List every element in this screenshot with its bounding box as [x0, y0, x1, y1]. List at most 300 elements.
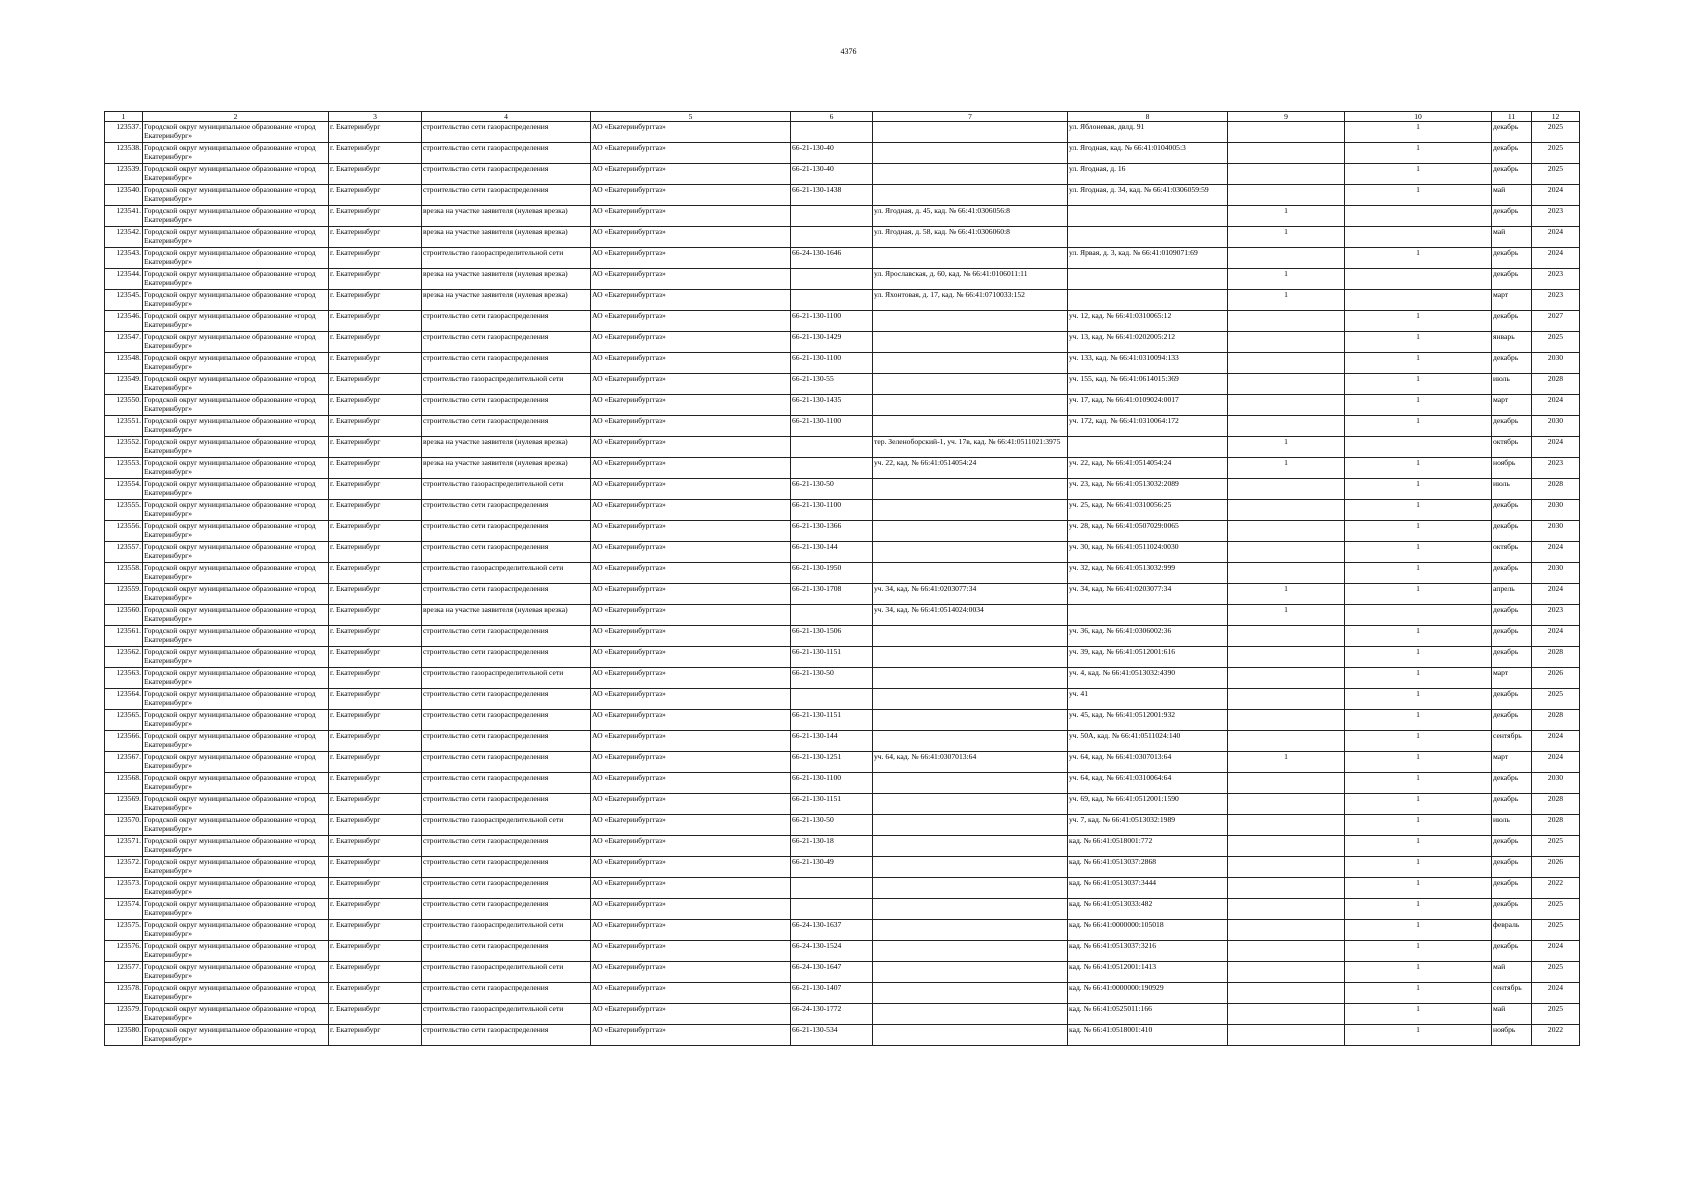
cell-work-type: строительство газораспределительной сети — [422, 962, 591, 983]
cell-year: 2030 — [1532, 416, 1580, 437]
cell-address-object: уч. 36, кад. № 66:41:0306002:36 — [1068, 626, 1228, 647]
cell-count-connections: 1 — [1228, 206, 1345, 227]
cell-work-type: строительство сети газораспределения — [422, 542, 591, 563]
cell-month: сентябрь — [1492, 983, 1532, 1004]
table-row — [105, 941, 1580, 962]
cell-address-object: уч. 64, кад. № 66:41:0307013:64 — [1068, 752, 1228, 773]
cell-municipality: Городской округ муниципальное образование «город Екатеринбург» — [143, 395, 329, 416]
cell-month: декабрь — [1492, 647, 1532, 668]
cell-settlement: г. Екатеринбург — [329, 437, 422, 458]
cell-project-code: 66-21-130-534 — [791, 1025, 873, 1046]
cell-count-connections — [1228, 353, 1345, 374]
cell-year: 2028 — [1532, 815, 1580, 836]
cell-settlement: г. Екатеринбург — [329, 290, 422, 311]
cell-year: 2023 — [1532, 206, 1580, 227]
table-header — [105, 112, 1580, 122]
cell-project-code — [791, 605, 873, 626]
cell-municipality: Городской округ муниципальное образование «город Екатеринбург» — [143, 479, 329, 500]
cell-year: 2024 — [1532, 626, 1580, 647]
cell-municipality: Городской округ муниципальное образование «город Екатеринбург» — [143, 1004, 329, 1025]
cell-address-object: уч. 7, кад. № 66:41:0513032:1989 — [1068, 815, 1228, 836]
cell-settlement: г. Екатеринбург — [329, 122, 422, 143]
cell-count-connections — [1228, 374, 1345, 395]
cell-year: 2025 — [1532, 143, 1580, 164]
cell-count-objects: 1 — [1345, 794, 1492, 815]
cell-month: декабрь — [1492, 122, 1532, 143]
cell-address-object — [1068, 437, 1228, 458]
cell-row-number: 123570. — [105, 815, 143, 836]
cell-year: 2024 — [1532, 395, 1580, 416]
cell-project-code: 66-21-130-1100 — [791, 500, 873, 521]
cell-month: декабрь — [1492, 941, 1532, 962]
cell-municipality: Городской округ муниципальное образование «город Екатеринбург» — [143, 185, 329, 206]
cell-count-objects: 1 — [1345, 395, 1492, 416]
cell-row-number: 123562. — [105, 647, 143, 668]
cell-year: 2023 — [1532, 458, 1580, 479]
cell-address-object: уч. 12, кад. № 66:41:0310065:12 — [1068, 311, 1228, 332]
cell-count-connections — [1228, 143, 1345, 164]
cell-address-object: ул. Ягодная, д. 16 — [1068, 164, 1228, 185]
cell-organization: АО «Екатеринбурггаз» — [591, 920, 791, 941]
cell-settlement: г. Екатеринбург — [329, 983, 422, 1004]
cell-municipality: Городской округ муниципальное образование «город Екатеринбург» — [143, 668, 329, 689]
cell-work-type: строительство сети газораспределения — [422, 332, 591, 353]
cell-count-objects: 1 — [1345, 752, 1492, 773]
cell-work-type: строительство сети газораспределения — [422, 122, 591, 143]
cell-address-connection — [873, 395, 1068, 416]
cell-work-type: строительство сети газораспределения — [422, 521, 591, 542]
cell-count-objects: 1 — [1345, 584, 1492, 605]
table-row — [105, 815, 1580, 836]
cell-organization: АО «Екатеринбурггаз» — [591, 458, 791, 479]
cell-work-type: строительство газораспределительной сети — [422, 920, 591, 941]
cell-work-type: строительство сети газораспределения — [422, 878, 591, 899]
cell-organization: АО «Екатеринбурггаз» — [591, 689, 791, 710]
cell-organization: АО «Екатеринбурггаз» — [591, 983, 791, 1004]
cell-month: май — [1492, 1004, 1532, 1025]
cell-address-object: уч. 28, кад. № 66:41:0507029:0065 — [1068, 521, 1228, 542]
cell-organization: АО «Екатеринбурггаз» — [591, 374, 791, 395]
cell-month: декабрь — [1492, 143, 1532, 164]
cell-month: май — [1492, 185, 1532, 206]
cell-organization: АО «Екатеринбурггаз» — [591, 185, 791, 206]
cell-month: декабрь — [1492, 773, 1532, 794]
cell-count-objects: 1 — [1345, 626, 1492, 647]
cell-row-number: 123566. — [105, 731, 143, 752]
cell-settlement: г. Екатеринбург — [329, 941, 422, 962]
cell-project-code: 66-21-130-1100 — [791, 353, 873, 374]
cell-organization: АО «Екатеринбурггаз» — [591, 563, 791, 584]
table-row — [105, 668, 1580, 689]
table-row — [105, 353, 1580, 374]
cell-organization: АО «Екатеринбурггаз» — [591, 836, 791, 857]
cell-month: октябрь — [1492, 542, 1532, 563]
cell-project-code: 66-21-130-1251 — [791, 752, 873, 773]
cell-count-objects: 1 — [1345, 668, 1492, 689]
cell-row-number: 123545. — [105, 290, 143, 311]
cell-address-connection — [873, 500, 1068, 521]
cell-address-object: уч. 64, кад. № 66:41:0310064:64 — [1068, 773, 1228, 794]
cell-address-object: уч. 25, кад. № 66:41:0310056:25 — [1068, 500, 1228, 521]
cell-work-type: строительство сети газораспределения — [422, 395, 591, 416]
cell-count-connections: 1 — [1228, 290, 1345, 311]
cell-project-code — [791, 290, 873, 311]
cell-address-connection: уч. 64, кад. № 66:41:0307013:64 — [873, 752, 1068, 773]
cell-settlement: г. Екатеринбург — [329, 626, 422, 647]
cell-organization: АО «Екатеринбурггаз» — [591, 668, 791, 689]
cell-organization: АО «Екатеринбурггаз» — [591, 731, 791, 752]
cell-row-number: 123559. — [105, 584, 143, 605]
cell-address-object: кад. № 66:41:0513037:3444 — [1068, 878, 1228, 899]
cell-address-object — [1068, 290, 1228, 311]
cell-year: 2028 — [1532, 794, 1580, 815]
cell-municipality: Городской округ муниципальное образование «город Екатеринбург» — [143, 311, 329, 332]
cell-organization: АО «Екатеринбурггаз» — [591, 521, 791, 542]
cell-row-number: 123538. — [105, 143, 143, 164]
cell-count-connections: 1 — [1228, 584, 1345, 605]
cell-work-type: строительство газораспределительной сети — [422, 479, 591, 500]
cell-count-connections — [1228, 941, 1345, 962]
cell-work-type: строительство газораспределительной сети — [422, 563, 591, 584]
cell-count-connections — [1228, 563, 1345, 584]
cell-address-connection — [873, 1004, 1068, 1025]
cell-municipality: Городской округ муниципальное образование «город Екатеринбург» — [143, 164, 329, 185]
table-row — [105, 395, 1580, 416]
cell-year: 2024 — [1532, 248, 1580, 269]
cell-project-code: 66-21-130-1407 — [791, 983, 873, 1004]
cell-count-connections — [1228, 836, 1345, 857]
cell-work-type: строительство сети газораспределения — [422, 794, 591, 815]
cell-organization: АО «Екатеринбурггаз» — [591, 878, 791, 899]
cell-year: 2027 — [1532, 311, 1580, 332]
cell-work-type: строительство сети газораспределения — [422, 689, 591, 710]
table-row — [105, 626, 1580, 647]
cell-organization: АО «Екатеринбурггаз» — [591, 773, 791, 794]
cell-count-connections: 1 — [1228, 752, 1345, 773]
cell-settlement: г. Екатеринбург — [329, 794, 422, 815]
cell-row-number: 123540. — [105, 185, 143, 206]
table-row — [105, 248, 1580, 269]
cell-project-code: 66-21-130-49 — [791, 857, 873, 878]
cell-project-code — [791, 269, 873, 290]
cell-month: декабрь — [1492, 710, 1532, 731]
cell-year: 2028 — [1532, 710, 1580, 731]
cell-organization: АО «Екатеринбурггаз» — [591, 500, 791, 521]
cell-count-objects: 1 — [1345, 857, 1492, 878]
cell-work-type: врезка на участке заявителя (нулевая врезка) — [422, 605, 591, 626]
cell-settlement: г. Екатеринбург — [329, 1025, 422, 1046]
cell-year: 2025 — [1532, 689, 1580, 710]
cell-address-connection — [873, 374, 1068, 395]
cell-municipality: Городской округ муниципальное образование «город Екатеринбург» — [143, 437, 329, 458]
table-row — [105, 794, 1580, 815]
cell-count-objects: 1 — [1345, 710, 1492, 731]
cell-count-connections — [1228, 794, 1345, 815]
cell-municipality: Городской округ муниципальное образование «город Екатеринбург» — [143, 458, 329, 479]
cell-project-code: 66-24-130-1637 — [791, 920, 873, 941]
cell-municipality: Городской округ муниципальное образование «город Екатеринбург» — [143, 920, 329, 941]
cell-project-code: 66-21-130-18 — [791, 836, 873, 857]
cell-work-type: врезка на участке заявителя (нулевая врезка) — [422, 437, 591, 458]
table-row — [105, 269, 1580, 290]
cell-organization: АО «Екатеринбурггаз» — [591, 290, 791, 311]
cell-year: 2024 — [1532, 185, 1580, 206]
cell-row-number: 123555. — [105, 500, 143, 521]
cell-month: март — [1492, 395, 1532, 416]
cell-settlement: г. Екатеринбург — [329, 668, 422, 689]
cell-project-code: 66-21-130-1429 — [791, 332, 873, 353]
cell-project-code: 66-21-130-50 — [791, 815, 873, 836]
cell-address-connection: ул. Яхонтовая, д. 17, кад. № 66:41:0710033:152 — [873, 290, 1068, 311]
cell-work-type: строительство газораспределительной сети — [422, 374, 591, 395]
cell-address-connection — [873, 710, 1068, 731]
cell-work-type: строительство сети газораспределения — [422, 353, 591, 374]
cell-year: 2024 — [1532, 542, 1580, 563]
cell-project-code: 66-21-130-144 — [791, 542, 873, 563]
cell-count-connections — [1228, 731, 1345, 752]
cell-work-type: строительство сети газораспределения — [422, 941, 591, 962]
cell-month: декабрь — [1492, 416, 1532, 437]
cell-organization: АО «Екатеринбурггаз» — [591, 647, 791, 668]
cell-row-number: 123554. — [105, 479, 143, 500]
table-row — [105, 479, 1580, 500]
cell-month: июль — [1492, 815, 1532, 836]
cell-settlement: г. Екатеринбург — [329, 689, 422, 710]
cell-work-type: врезка на участке заявителя (нулевая врезка) — [422, 269, 591, 290]
cell-work-type: строительство сети газораспределения — [422, 584, 591, 605]
cell-municipality: Городской округ муниципальное образование «город Екатеринбург» — [143, 836, 329, 857]
cell-organization: АО «Екатеринбурггаз» — [591, 899, 791, 920]
cell-month: март — [1492, 668, 1532, 689]
cell-address-connection — [873, 668, 1068, 689]
cell-work-type: врезка на участке заявителя (нулевая врезка) — [422, 290, 591, 311]
page-number: 4376 — [840, 47, 857, 56]
cell-address-object: уч. 4, кад. № 66:41:0513032:4390 — [1068, 668, 1228, 689]
cell-address-object: уч. 22, кад. № 66:41:0514054:24 — [1068, 458, 1228, 479]
cell-year: 2024 — [1532, 227, 1580, 248]
cell-work-type: строительство газораспределительной сети — [422, 668, 591, 689]
cell-municipality: Городской округ муниципальное образование «город Екатеринбург» — [143, 857, 329, 878]
cell-work-type: врезка на участке заявителя (нулевая врезка) — [422, 458, 591, 479]
cell-municipality: Городской округ муниципальное образование «город Екатеринбург» — [143, 878, 329, 899]
cell-count-connections: 1 — [1228, 458, 1345, 479]
cell-address-object — [1068, 605, 1228, 626]
cell-project-code: 66-21-130-1438 — [791, 185, 873, 206]
cell-address-connection — [873, 248, 1068, 269]
cell-project-code: 66-24-130-1646 — [791, 248, 873, 269]
cell-count-objects: 1 — [1345, 353, 1492, 374]
cell-municipality: Городской округ муниципальное образование «город Екатеринбург» — [143, 962, 329, 983]
cell-row-number: 123546. — [105, 311, 143, 332]
cell-municipality: Городской округ муниципальное образование «город Екатеринбург» — [143, 710, 329, 731]
cell-municipality: Городской округ муниципальное образование «город Екатеринбург» — [143, 227, 329, 248]
cell-address-connection — [873, 899, 1068, 920]
cell-address-object — [1068, 227, 1228, 248]
cell-year: 2028 — [1532, 647, 1580, 668]
cell-count-connections: 1 — [1228, 269, 1345, 290]
cell-address-connection: тер. Зеленоборский-1, уч. 17в, кад. № 66:41:0511021:3975 — [873, 437, 1068, 458]
cell-month: май — [1492, 227, 1532, 248]
cell-count-objects: 1 — [1345, 248, 1492, 269]
table-row — [105, 458, 1580, 479]
cell-address-connection: уч. 22, кад. № 66:41:0514054:24 — [873, 458, 1068, 479]
cell-work-type: строительство газораспределительной сети — [422, 248, 591, 269]
cell-settlement: г. Екатеринбург — [329, 185, 422, 206]
cell-project-code: 66-21-130-1100 — [791, 416, 873, 437]
cell-row-number: 123569. — [105, 794, 143, 815]
cell-count-objects: 1 — [1345, 1004, 1492, 1025]
cell-address-connection — [873, 122, 1068, 143]
cell-count-connections — [1228, 332, 1345, 353]
cell-organization: АО «Екатеринбурггаз» — [591, 752, 791, 773]
cell-organization: АО «Екатеринбурггаз» — [591, 248, 791, 269]
cell-count-connections — [1228, 920, 1345, 941]
cell-month: декабрь — [1492, 500, 1532, 521]
cell-address-connection — [873, 521, 1068, 542]
cell-settlement: г. Екатеринбург — [329, 815, 422, 836]
cell-settlement: г. Екатеринбург — [329, 143, 422, 164]
cell-settlement: г. Екатеринбург — [329, 521, 422, 542]
table-row — [105, 773, 1580, 794]
cell-month: декабрь — [1492, 878, 1532, 899]
cell-count-objects: 1 — [1345, 416, 1492, 437]
cell-count-objects: 1 — [1345, 878, 1492, 899]
cell-count-connections — [1228, 815, 1345, 836]
cell-count-connections — [1228, 983, 1345, 1004]
cell-address-connection — [873, 563, 1068, 584]
cell-address-connection — [873, 815, 1068, 836]
cell-count-connections — [1228, 857, 1345, 878]
cell-address-connection: ул. Ягодная, д. 45, кад. № 66:41:0306056:8 — [873, 206, 1068, 227]
cell-count-objects: 1 — [1345, 563, 1492, 584]
cell-count-objects: 1 — [1345, 185, 1492, 206]
table-row — [105, 962, 1580, 983]
cell-municipality: Городской округ муниципальное образование «город Екатеринбург» — [143, 731, 329, 752]
cell-address-connection — [873, 794, 1068, 815]
cell-count-objects: 1 — [1345, 689, 1492, 710]
cell-project-code: 66-21-130-1506 — [791, 626, 873, 647]
cell-municipality: Городской округ муниципальное образование «город Екатеринбург» — [143, 794, 329, 815]
cell-row-number: 123561. — [105, 626, 143, 647]
cell-year: 2024 — [1532, 941, 1580, 962]
cell-year: 2022 — [1532, 1025, 1580, 1046]
cell-count-connections — [1228, 1025, 1345, 1046]
cell-municipality: Городской округ муниципальное образование «город Екатеринбург» — [143, 647, 329, 668]
column-header-7: 7 — [873, 112, 1068, 122]
cell-address-connection — [873, 962, 1068, 983]
cell-address-object: кад. № 66:41:0513037:2868 — [1068, 857, 1228, 878]
cell-address-connection — [873, 983, 1068, 1004]
table-row — [105, 374, 1580, 395]
cell-address-object: уч. 30, кад. № 66:41:0511024:0030 — [1068, 542, 1228, 563]
cell-project-code: 66-21-130-1950 — [791, 563, 873, 584]
cell-project-code: 66-21-130-50 — [791, 668, 873, 689]
cell-row-number: 123577. — [105, 962, 143, 983]
cell-count-objects: 1 — [1345, 479, 1492, 500]
cell-work-type: врезка на участке заявителя (нулевая врезка) — [422, 206, 591, 227]
cell-municipality: Городской округ муниципальное образование «город Екатеринбург» — [143, 248, 329, 269]
cell-municipality: Городской округ муниципальное образование «город Екатеринбург» — [143, 752, 329, 773]
cell-address-object: кад. № 66:41:0000000:190929 — [1068, 983, 1228, 1004]
cell-project-code — [791, 458, 873, 479]
cell-municipality: Городской округ муниципальное образование «город Екатеринбург» — [143, 416, 329, 437]
cell-address-connection: ул. Ягодная, д. 58, кад. № 66:41:0306060:8 — [873, 227, 1068, 248]
cell-row-number: 123541. — [105, 206, 143, 227]
cell-count-connections — [1228, 185, 1345, 206]
table-row — [105, 899, 1580, 920]
column-header-1: 1 — [105, 112, 143, 122]
cell-row-number: 123563. — [105, 668, 143, 689]
cell-year: 2030 — [1532, 500, 1580, 521]
cell-municipality: Городской округ муниципальное образование «город Екатеринбург» — [143, 941, 329, 962]
cell-municipality: Городской округ муниципальное образование «город Екатеринбург» — [143, 521, 329, 542]
cell-address-object: кад. № 66:41:0513033:482 — [1068, 899, 1228, 920]
cell-month: январь — [1492, 332, 1532, 353]
cell-project-code: 66-24-130-1524 — [791, 941, 873, 962]
cell-count-objects: 1 — [1345, 647, 1492, 668]
cell-municipality: Городской округ муниципальное образование «город Екатеринбург» — [143, 500, 329, 521]
cell-settlement: г. Екатеринбург — [329, 710, 422, 731]
cell-settlement: г. Екатеринбург — [329, 605, 422, 626]
cell-address-object: кад. № 66:41:0512001:1413 — [1068, 962, 1228, 983]
table-row — [105, 584, 1580, 605]
cell-row-number: 123557. — [105, 542, 143, 563]
cell-count-objects — [1345, 269, 1492, 290]
cell-address-object: кад. № 66:41:0518001:410 — [1068, 1025, 1228, 1046]
cell-settlement: г. Екатеринбург — [329, 479, 422, 500]
cell-municipality: Городской округ муниципальное образование «город Екатеринбург» — [143, 689, 329, 710]
cell-address-connection — [873, 878, 1068, 899]
cell-address-object: кад. № 66:41:0513037:3216 — [1068, 941, 1228, 962]
cell-organization: АО «Екатеринбурггаз» — [591, 122, 791, 143]
cell-count-connections — [1228, 1004, 1345, 1025]
cell-month: сентябрь — [1492, 731, 1532, 752]
cell-address-connection — [873, 773, 1068, 794]
cell-work-type: строительство газораспределительной сети — [422, 815, 591, 836]
cell-organization: АО «Екатеринбурггаз» — [591, 542, 791, 563]
cell-year: 2025 — [1532, 1004, 1580, 1025]
cell-address-connection — [873, 143, 1068, 164]
table-row — [105, 836, 1580, 857]
cell-settlement: г. Екатеринбург — [329, 962, 422, 983]
cell-settlement: г. Екатеринбург — [329, 899, 422, 920]
cell-row-number: 123553. — [105, 458, 143, 479]
cell-address-connection — [873, 836, 1068, 857]
cell-settlement: г. Екатеринбург — [329, 374, 422, 395]
cell-row-number: 123574. — [105, 899, 143, 920]
cell-address-connection — [873, 626, 1068, 647]
cell-count-objects: 1 — [1345, 899, 1492, 920]
cell-settlement: г. Екатеринбург — [329, 731, 422, 752]
cell-count-objects — [1345, 227, 1492, 248]
cell-month: апрель — [1492, 584, 1532, 605]
cell-count-objects: 1 — [1345, 962, 1492, 983]
cell-address-connection — [873, 479, 1068, 500]
cell-row-number: 123571. — [105, 836, 143, 857]
table-row — [105, 752, 1580, 773]
cell-municipality: Городской округ муниципальное образование «город Екатеринбург» — [143, 815, 329, 836]
cell-settlement: г. Екатеринбург — [329, 458, 422, 479]
cell-year: 2025 — [1532, 920, 1580, 941]
column-header-2: 2 — [143, 112, 329, 122]
cell-count-objects: 1 — [1345, 815, 1492, 836]
cell-municipality: Городской округ муниципальное образование «город Екатеринбург» — [143, 143, 329, 164]
cell-settlement: г. Екатеринбург — [329, 878, 422, 899]
cell-project-code: 66-24-130-1647 — [791, 962, 873, 983]
cell-month: декабрь — [1492, 563, 1532, 584]
cell-count-objects — [1345, 206, 1492, 227]
cell-count-connections — [1228, 668, 1345, 689]
